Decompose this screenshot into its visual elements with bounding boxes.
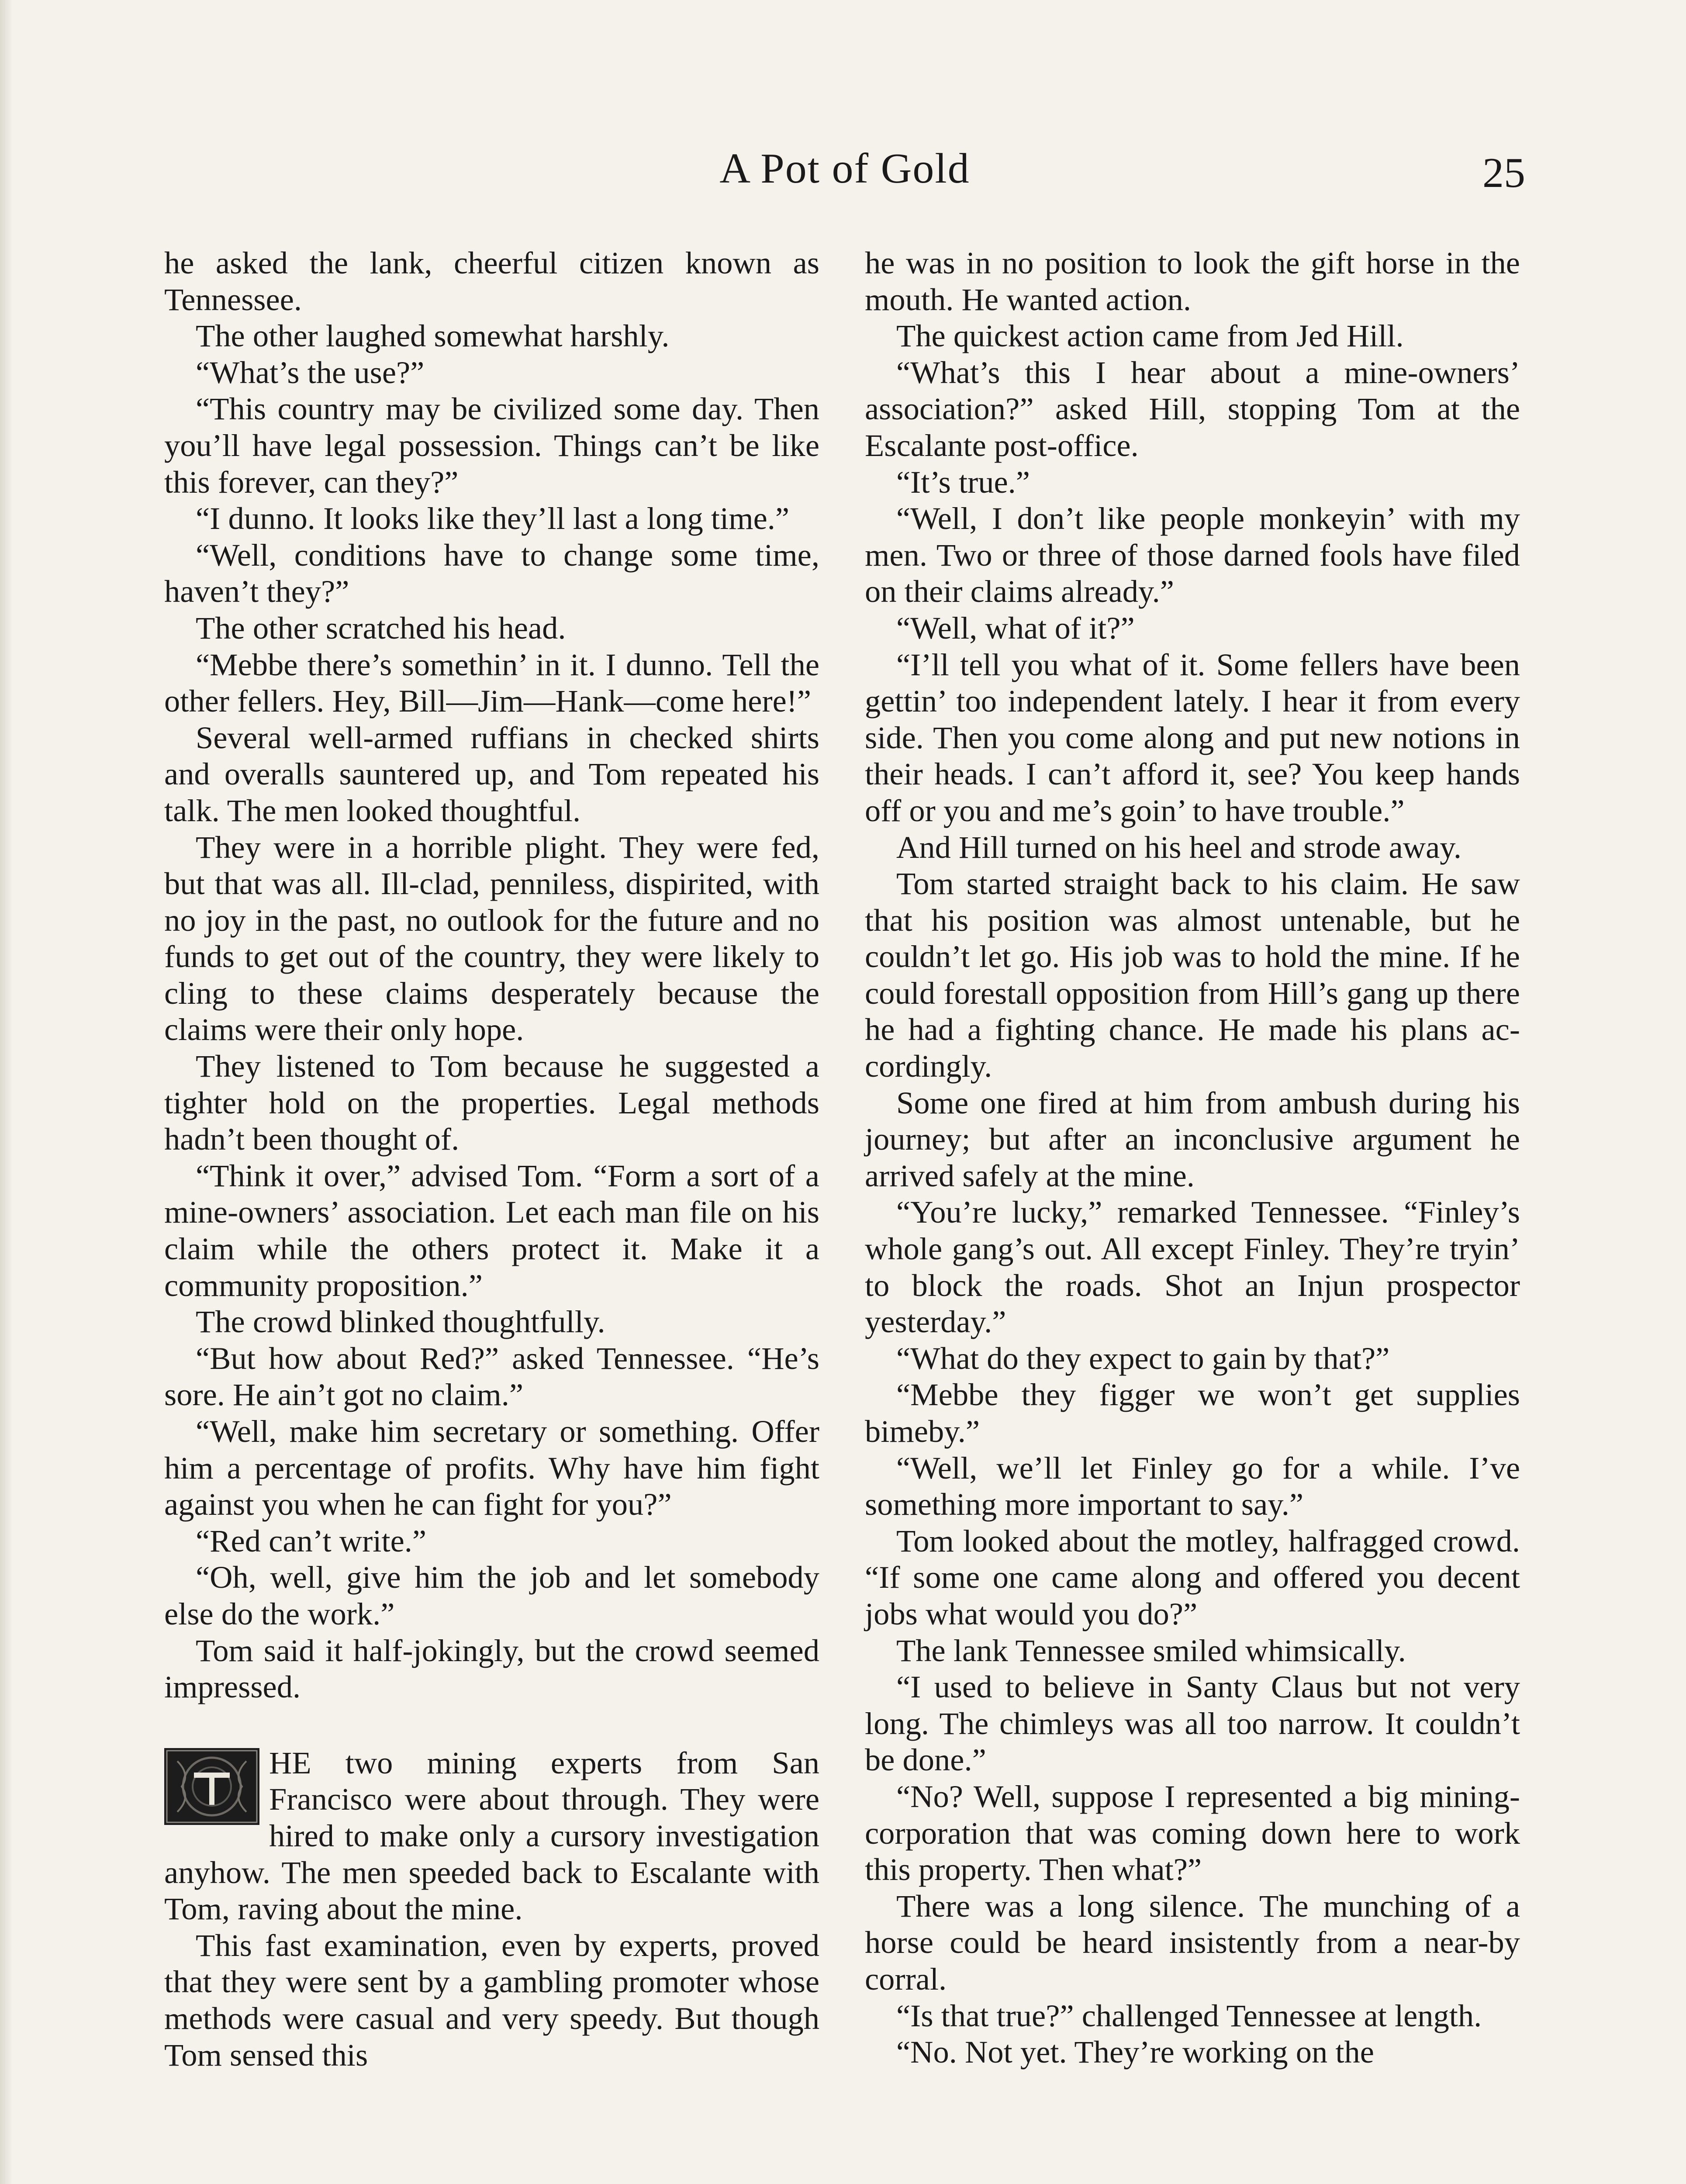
running-head bbox=[164, 144, 1525, 210]
dropcap-paragraph-text: HE two mining experts from San Francisco were about through. They were hired to make only a cursory investigation anyhow. The men speeded back to Escalante with Tom, raving about the mine. bbox=[164, 1745, 819, 1927]
paragraph: he asked the lank, cheerful citizen known as Tennessee. bbox=[164, 245, 819, 317]
left-column-paragraphs bbox=[164, 245, 819, 1705]
paragraph: Tom started straight back to his claim. He saw that his position was almost untenable, but he couldn’t let go. His job was to hold the mine. If he could forestall opposition from Hill’s gang up there he had a fighting chance. He made his plans accordingly. bbox=[865, 866, 1520, 1084]
right-column bbox=[865, 245, 1520, 2070]
binding-shadow bbox=[0, 0, 13, 2184]
paragraph: “It’s true.” bbox=[896, 464, 1030, 500]
paragraph: The other laughed somewhat harshly. bbox=[196, 318, 670, 354]
dropcap-paragraph bbox=[164, 1745, 819, 1927]
paragraph: “I dunno. It looks like they’ll last a long time.” bbox=[196, 501, 790, 536]
paragraph: There was a long silence. The munching of a horse could be heard insistently from a near-by corral. bbox=[865, 1888, 1520, 1997]
paragraph: he was in no position to look the gift horse in the mouth. He wanted action. bbox=[865, 245, 1520, 317]
paragraph: This fast examination, even by experts, proved that they were sent by a gambling promoter whose methods were casual and very speedy. But though Tom sensed this bbox=[164, 1927, 819, 2073]
page-number: 25 bbox=[1482, 149, 1525, 197]
paragraph: “Well, what of it?” bbox=[896, 610, 1135, 646]
ornamental-dropcap-icon bbox=[164, 1748, 259, 1825]
paragraph: “Red can’t write.” bbox=[196, 1523, 427, 1559]
paragraph: “Well, make him secretary or something. Offer him a percentage of profits. Why have him fight against you when he can fight for you?” bbox=[164, 1413, 819, 1522]
paragraph: “Think it over,” advised Tom. “Form a sort of a mine-owners’ association. Let each man file on his claim while the others protect it. Make it a community proposition.” bbox=[164, 1158, 819, 1303]
paragraph: The other scratched his head. bbox=[196, 610, 566, 646]
paragraph: Some one fired at him from ambush during his journey; but after an inconclusive argument he arrived safely at the mine. bbox=[865, 1085, 1520, 1193]
paragraph: They listened to Tom because he suggested a tighter hold on the properties. Legal methods hadn’t been thought of. bbox=[164, 1048, 819, 1157]
paragraph: “Mebbe there’s somethin’ in it. I dunno. Tell the other fellers. Hey, Bill—Jim—Hank—come here!” bbox=[164, 646, 819, 719]
paragraph: The crowd blinked thoughtfully. bbox=[196, 1304, 605, 1340]
right-column-paragraphs bbox=[865, 245, 1520, 2070]
paragraph: Tom looked about the motley, halfragged crowd. “If some one came along and offered you decent jobs what would you do?” bbox=[865, 1523, 1520, 1631]
paragraph: “What’s the use?” bbox=[196, 354, 425, 390]
paragraph: “I’ll tell you what of it. Some fellers have been gettin’ too independent lately. I hear it from every side. Then you come along and put new notions in their heads. I can’t afford it, see? You keep hands off or you and me’s goin’ to have trouble.” bbox=[865, 646, 1520, 828]
paragraph: Tom said it half-jokingly, but the crowd seemed impressed. bbox=[164, 1632, 819, 1705]
paragraph: The lank Tennessee smiled whimsically. bbox=[896, 1632, 1406, 1668]
paragraph: “Is that true?” challenged Tennessee at length. bbox=[896, 1997, 1482, 2033]
paragraph: “Oh, well, give him the job and let somebody else do the work.” bbox=[164, 1559, 819, 1631]
left-column bbox=[164, 245, 819, 2073]
paragraph: “What do they expect to gain by that?” bbox=[896, 1340, 1390, 1376]
paragraph: “What’s this I hear about a mine-owners’ association?” asked Hill, stopping Tom at the Escalante post-office. bbox=[865, 354, 1520, 463]
paragraph: “Well, we’ll let Finley go for a while. I’ve something more important to say.” bbox=[865, 1450, 1520, 1522]
left-column-paragraphs-after bbox=[164, 1927, 819, 2073]
paragraph: “Well, conditions have to change some time, haven’t they?” bbox=[164, 537, 819, 609]
paragraph: “No. Not yet. They’re working on the bbox=[896, 2034, 1374, 2070]
paragraph: “This country may be civilized some day. Then you’ll have legal possession. Things can’t be like this forever, can they?” bbox=[164, 391, 819, 500]
paragraph: “You’re lucky,” remarked Tennessee. “Finley’s whole gang’s out. All except Finley. They’re tryin’ to block the roads. Shot an Injun prospector yesterday.” bbox=[865, 1194, 1520, 1340]
paragraph: And Hill turned on his heel and strode away. bbox=[896, 829, 1461, 865]
running-title: A Pot of Gold bbox=[719, 145, 970, 192]
paragraph: “Mebbe they figger we won’t get supplies bimeby.” bbox=[865, 1377, 1520, 1449]
paragraph: “But how about Red?” asked Tennessee. “He’s sore. He ain’t got no claim.” bbox=[164, 1340, 819, 1413]
paragraph: “Well, I don’t like people monkeyin’ with my men. Two or three of those darned fools have filed on their claims already.” bbox=[865, 501, 1520, 609]
paragraph: They were in a horrible plight. They were fed, but that was all. Ill-clad, penniless, dispirited, with no joy in the past, no outlook for the future and no funds to get out of the country, they were likely to cling to these claims desperately because the claims were their only hope. bbox=[164, 829, 819, 1047]
section-break bbox=[164, 1705, 819, 1745]
paragraph: “No? Well, suppose I represented a big mining-corporation that was coming down here to work this property. Then what?” bbox=[865, 1778, 1520, 1887]
paragraph: Several well-armed ruffians in checked shirts and overalls sauntered up, and Tom repeated his talk. The men looked thoughtful. bbox=[164, 719, 819, 828]
paragraph: “I used to believe in Santy Claus but not very long. The chimleys was all too narrow. It couldn’t be done.” bbox=[865, 1669, 1520, 1778]
paragraph: The quickest action came from Jed Hill. bbox=[896, 318, 1404, 354]
